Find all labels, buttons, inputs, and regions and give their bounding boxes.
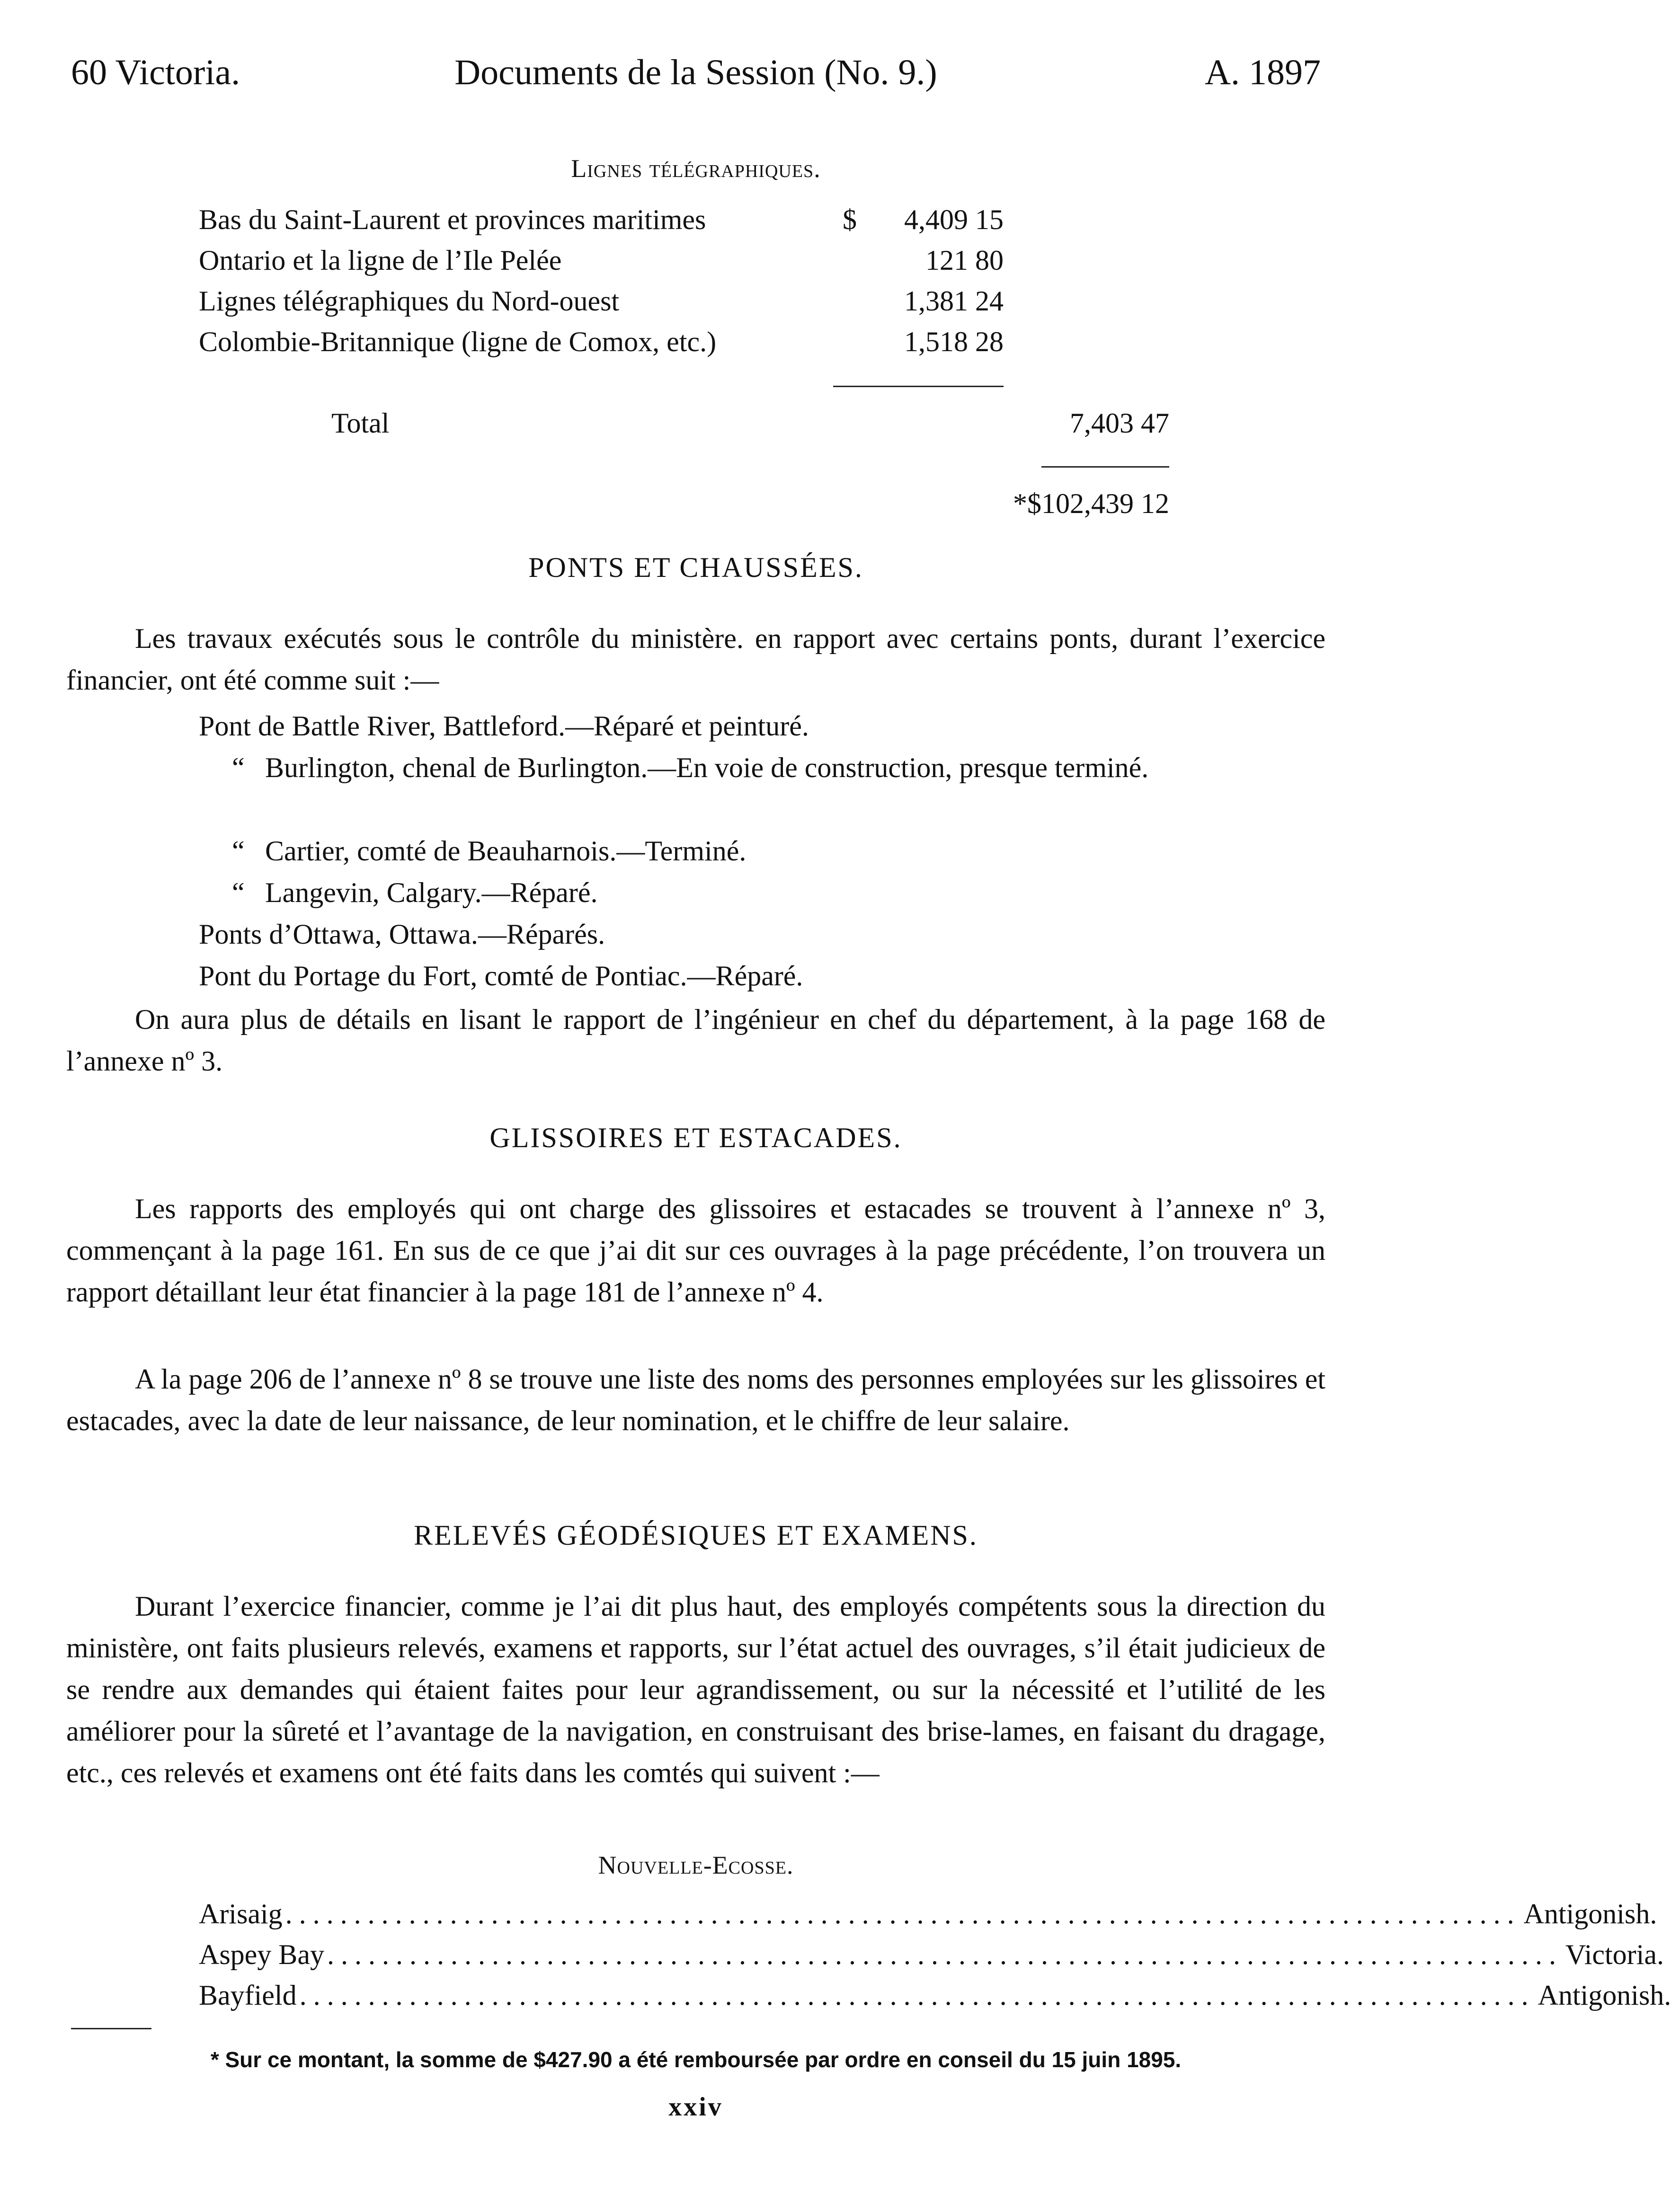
telegraph-row-label: Ontario et la ligne de l’Ile Pelée	[199, 245, 562, 276]
bridge-item-text: Burlington, chenal de Burlington.—En voie de construction, presque terminé.	[265, 752, 1149, 783]
header-document-title: Documents de la Session (No. 9.)	[454, 53, 937, 92]
place-name: Aspey Bay	[199, 1939, 324, 1970]
bridge-item	[199, 705, 1325, 747]
total-rule	[1041, 466, 1169, 468]
footnote-rule	[71, 2028, 151, 2029]
dot-leader: ..........................................................................................	[299, 1980, 1535, 2011]
surveys-paragraph: Durant l’exercice financier, comme je l’ai dit plus haut, des employés compétents sous la direction du ministère, ont faits plusieurs relevés, examens et rapports, sur l’état actuel des ouvrages, s’il était judicieux de se rendre aux demandes qui étaient faites pour leur agrandissement, ou sur la nécessité et l’utilité de les améliorer pour la sûreté et l’avantage de la navigation, en construisant des brise-lames, en faisant du dragage, etc., ces relevés et examens ont été faits dans les comtés qui suivent :—	[66, 1591, 1325, 1788]
grand-total-value: *$102,439 12	[1013, 488, 1169, 519]
telegraph-row	[199, 204, 1004, 244]
county-name: Antigonish.	[1538, 1980, 1671, 2011]
bridge-item-text: Pont du Portage du Fort, comté de Pontiac.—Réparé.	[199, 960, 803, 991]
telegraph-heading: Lignes télégraphiques.	[571, 154, 821, 183]
telegraph-row	[199, 326, 1004, 366]
bridge-item-text: Ponts d’Ottawa, Ottawa.—Réparés.	[199, 919, 605, 950]
telegraph-row	[199, 285, 1004, 326]
slides-paragraph-2: A la page 206 de l’annexe nº 8 se trouve une liste des noms des personnes employées sur les glissoires et estacades, avec la date de leur naissance, de leur nomination, et le chiffre de leur salaire.	[66, 1363, 1325, 1436]
telegraph-row-label: Bas du Saint-Laurent et provinces maritimes	[199, 204, 706, 235]
bridge-item-text: Cartier, comté de Beauharnois.—Terminé.	[265, 835, 747, 867]
bridges-intro: Les travaux exécutés sous le contrôle du ministère. en rapport avec certains ponts, durant l’exercice financier, ont été comme suit :—	[66, 623, 1325, 696]
total-value: 7,403 47	[1070, 407, 1169, 439]
place-name: Arisaig	[199, 1898, 283, 1929]
running-header	[71, 52, 1321, 109]
page-number: xxiv	[668, 2092, 723, 2122]
survey-place-row	[199, 1898, 1657, 1938]
telegraph-row-amount: 1,518 28	[904, 326, 1004, 357]
slides-paragraph-1: Les rapports des employés qui ont charge des glissoires et estacades se trouvent à l’annexe nº 3, commençant à la page 161. En sus de ce que j’ai dit sur ces ouvrages à la page précédente, l’on trouvera un rapport détaillant leur état financier à la page 181 de l’annexe nº 4.	[66, 1193, 1325, 1308]
subtotal-rule	[833, 386, 1004, 387]
telegraph-row-amount: 4,409 15	[904, 204, 1004, 235]
bridge-item	[199, 872, 1392, 913]
dollar-sign: $	[843, 204, 857, 235]
county-name: Victoria.	[1565, 1939, 1664, 1970]
header-year: A. 1897	[1205, 53, 1321, 92]
telegraph-row	[199, 244, 1004, 285]
bridge-item-text: Pont de Battle River, Battleford.—Réparé et peinturé.	[199, 710, 809, 742]
bridge-item-text: Langevin, Calgary.—Réparé.	[265, 877, 598, 908]
surveys-heading: RELEVÉS GÉODÉSIQUES ET EXAMENS.	[414, 1520, 978, 1551]
dot-leader: ..........................................................................................	[285, 1898, 1521, 1929]
survey-place-row	[199, 1938, 1664, 1979]
bridge-item	[199, 830, 1392, 872]
ditto-mark: “	[232, 835, 245, 867]
province-heading: Nouvelle-Ecosse.	[598, 1851, 794, 1879]
bridge-item	[199, 955, 1325, 997]
ditto-mark: “	[232, 752, 245, 783]
footnote: * Sur ce montant, la somme de $427.90 a été remboursée par ordre en conseil du 15 juin 1895.	[210, 2047, 1182, 2072]
telegraph-row-amount: 1,381 24	[904, 285, 1004, 317]
bridges-heading: PONTS ET CHAUSSÉES.	[528, 552, 863, 583]
telegraph-row-label: Colombie-Britannique (ligne de Comox, etc.)	[199, 326, 717, 357]
bridges-closing: On aura plus de détails en lisant le rapport de l’ingénieur en chef du département, à la page 168 de l’annexe nº 3.	[66, 1004, 1325, 1077]
bridge-item	[199, 747, 1325, 788]
place-name: Bayfield	[199, 1980, 297, 2011]
ditto-mark: “	[232, 877, 245, 908]
total-label: Total	[331, 407, 390, 439]
slides-heading: GLISSOIRES ET ESTACADES.	[489, 1122, 902, 1153]
telegraph-row-amount: 121 80	[925, 245, 1004, 276]
dot-leader: ..........................................................................................	[327, 1939, 1563, 1970]
header-session-year: 60 Victoria.	[71, 53, 240, 92]
telegraph-row-label: Lignes télégraphiques du Nord-ouest	[199, 285, 620, 317]
bridge-item	[199, 913, 1325, 955]
county-name: Antigonish.	[1523, 1898, 1657, 1929]
survey-place-row	[199, 1979, 1671, 2020]
